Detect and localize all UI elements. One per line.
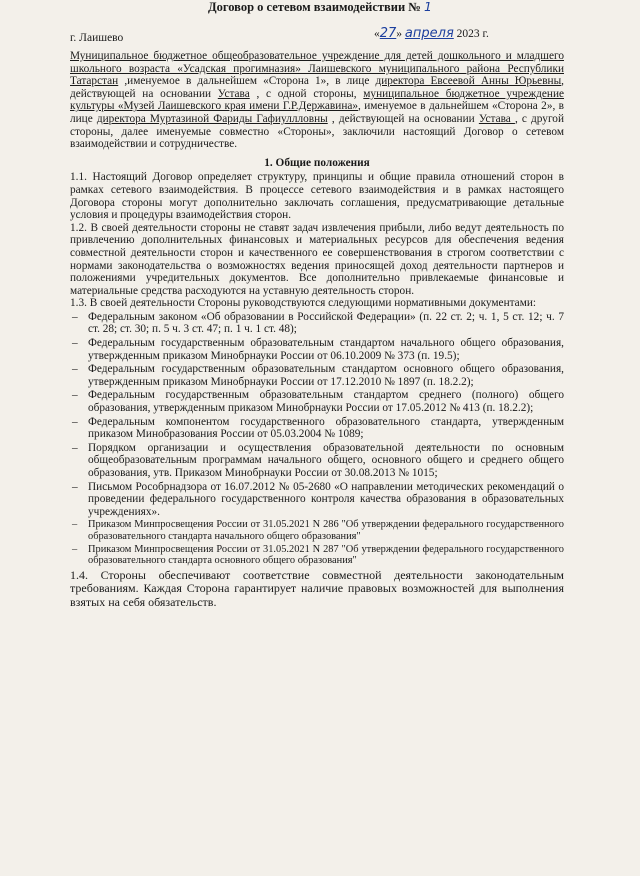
list-item: – Федеральным государственным образовательным стандартом основного общего образования, утвержденным приказом Минобрнауки России от 17.12.2010 № 1897 (п. 18.2.2); — [70, 363, 564, 388]
party1-name: Муниципальное бюджетное общеобразовательное учреждение для детей дошкольного и младшего школьного возраста «Усадская прогимназия» Лаишевского муниципального района Республики Татарстан — [70, 50, 564, 88]
list-item: – Приказом Минпросвещения России от 31.05.2021 N 286 "Об утверждении федерального государственного образовательного стандарта начального общего образования" — [70, 519, 564, 542]
clause-1-3: 1.3. В своей деятельности Стороны руководствуются следующими нормативными документами: — [70, 297, 537, 310]
list-item: – Федеральным компонентом государственного образовательного стандарта, утвержденным приказом Минобразования России от 05.03.2004 № 1089; — [70, 416, 564, 441]
list-item: – Приказом Минпросвещения России от 31.05.2021 N 287 "Об утверждении федерального государственного образовательного стандарта основного общего образования" — [70, 544, 564, 567]
document-body — [70, 50, 564, 609]
party1-representative: директора Евсеевой Анны Юрьевны — [375, 75, 562, 88]
handwritten-day: 27 — [379, 26, 397, 41]
party2-name: муниципальное бюджетное учреждение культуры «Музей Лаишевского края имени Г.Р.Державина» — [70, 87, 565, 113]
normative-documents-list — [70, 311, 564, 567]
handwritten-contract-number: 1 — [424, 0, 432, 14]
clause-1-4: 1.4. Стороны обеспечивают соответствие совместной деятельности законодательным требованиям. Каждая Сторона гарантирует наличие правовых возможностей для выполнения взятых на себя обязательств. — [70, 567, 564, 609]
party2-representative: директора Муртазиной Фариды Гафиуллловны — [96, 112, 328, 125]
clause-1-1: 1.1. Настоящий Договор определяет структуру, принципы и общие правила отношений сторон в рамках сетевого взаимодействия. В процессе сетевого взаимодействия и в рамках настоящего Договора стороны могут дополнительно заключать соглашения, предусматривающие детальные условия и процедуры взаимодействия сторон. — [70, 171, 564, 222]
document-title — [0, 0, 640, 14]
party1-basis: Устава — [217, 87, 250, 100]
handwritten-month: апреля — [404, 26, 454, 41]
list-item: – Порядком организации и осуществления образовательной деятельности по основным общеобразовательным программам начального общего, основного общего и среднего общего образования, утв. Приказом Минобрнауки России от 30.08.2013 № 1015; — [70, 442, 564, 480]
list-item: – Письмом Рособрнадзора от 16.07.2012 № 05-2680 «О направлении методических рекомендаций о проведении федерального государственного контроля качества образования в образовательных учреждениях». — [70, 481, 564, 519]
title-text: Договор о сетевом взаимодействии № — [208, 0, 421, 14]
party2-basis: Устава — [478, 112, 515, 125]
preamble: Муниципальное бюджетное общеобразовательное учреждение для детей дошкольного и младшего школьного возраста «Усадская прогимназия» Лаишевского муниципального района Республики Татарстан ,именуемое в дальнейшем «Сторона 1», в лице директора Евсеевой Анны Юрьевны, действующей на основании Устава , с одной стороны, муниципальное бюджетное учреждение культуры «Музей Лаишевского края имени Г.Р.Державина», именуемое в дальнейшем «Сторона 2», в лице директора Муртазиной Фариды Гафиуллловны , действующей на основании Устава , с другой стороны, далее именуемые совместно «Стороны», заключили настоящий Договор о сетевом взаимодействии и сотрудничестве. — [70, 50, 565, 151]
date-year: 2023 г. — [456, 28, 489, 40]
clause-1-2: 1.2. В своей деятельности стороны не ставят задач извлечения прибыли, либо ведут деятельность по привлечению дополнительных финансовых и материальных ресурсов для обеспечения ведения совместной деятельности сторон и качественного ее совершенствования в строгом соответствии с нормами законодательства о возможностях ведения приносящей доход деятельности партнеров и положениями учредительных документов. Все дополнительно привлекаемые финансовые и материальные средства расходуются на уставную деятельность сторон. — [70, 221, 564, 297]
place: г. Лаишево — [70, 32, 124, 44]
list-item: – Федеральным законом «Об образовании в Российской Федерации» (п. 22 ст. 2; ч. 1, 5 ст. 12; ч. 7 ст. 28; ст. 30; п. 5 ч. 3 ст. 47; п. 1 ч. 1 ст. 48); — [70, 311, 564, 336]
list-item: – Федеральным государственным образовательным стандартом начального общего образования, утвержденным приказом Минобрнауки России от 06.10.2009 № 373 (п. 19.5); — [70, 337, 564, 362]
section-heading: 1. Общие положения — [264, 156, 370, 169]
list-item: – Федеральным государственным образовательным стандартом среднего (полного) общего образования, утвержденным приказом Минобрнауки России от 17.05.2012 № 413 (п. 18.2.2); — [70, 389, 564, 414]
contract-date: «27» апреля 2023 г. — [374, 26, 489, 41]
